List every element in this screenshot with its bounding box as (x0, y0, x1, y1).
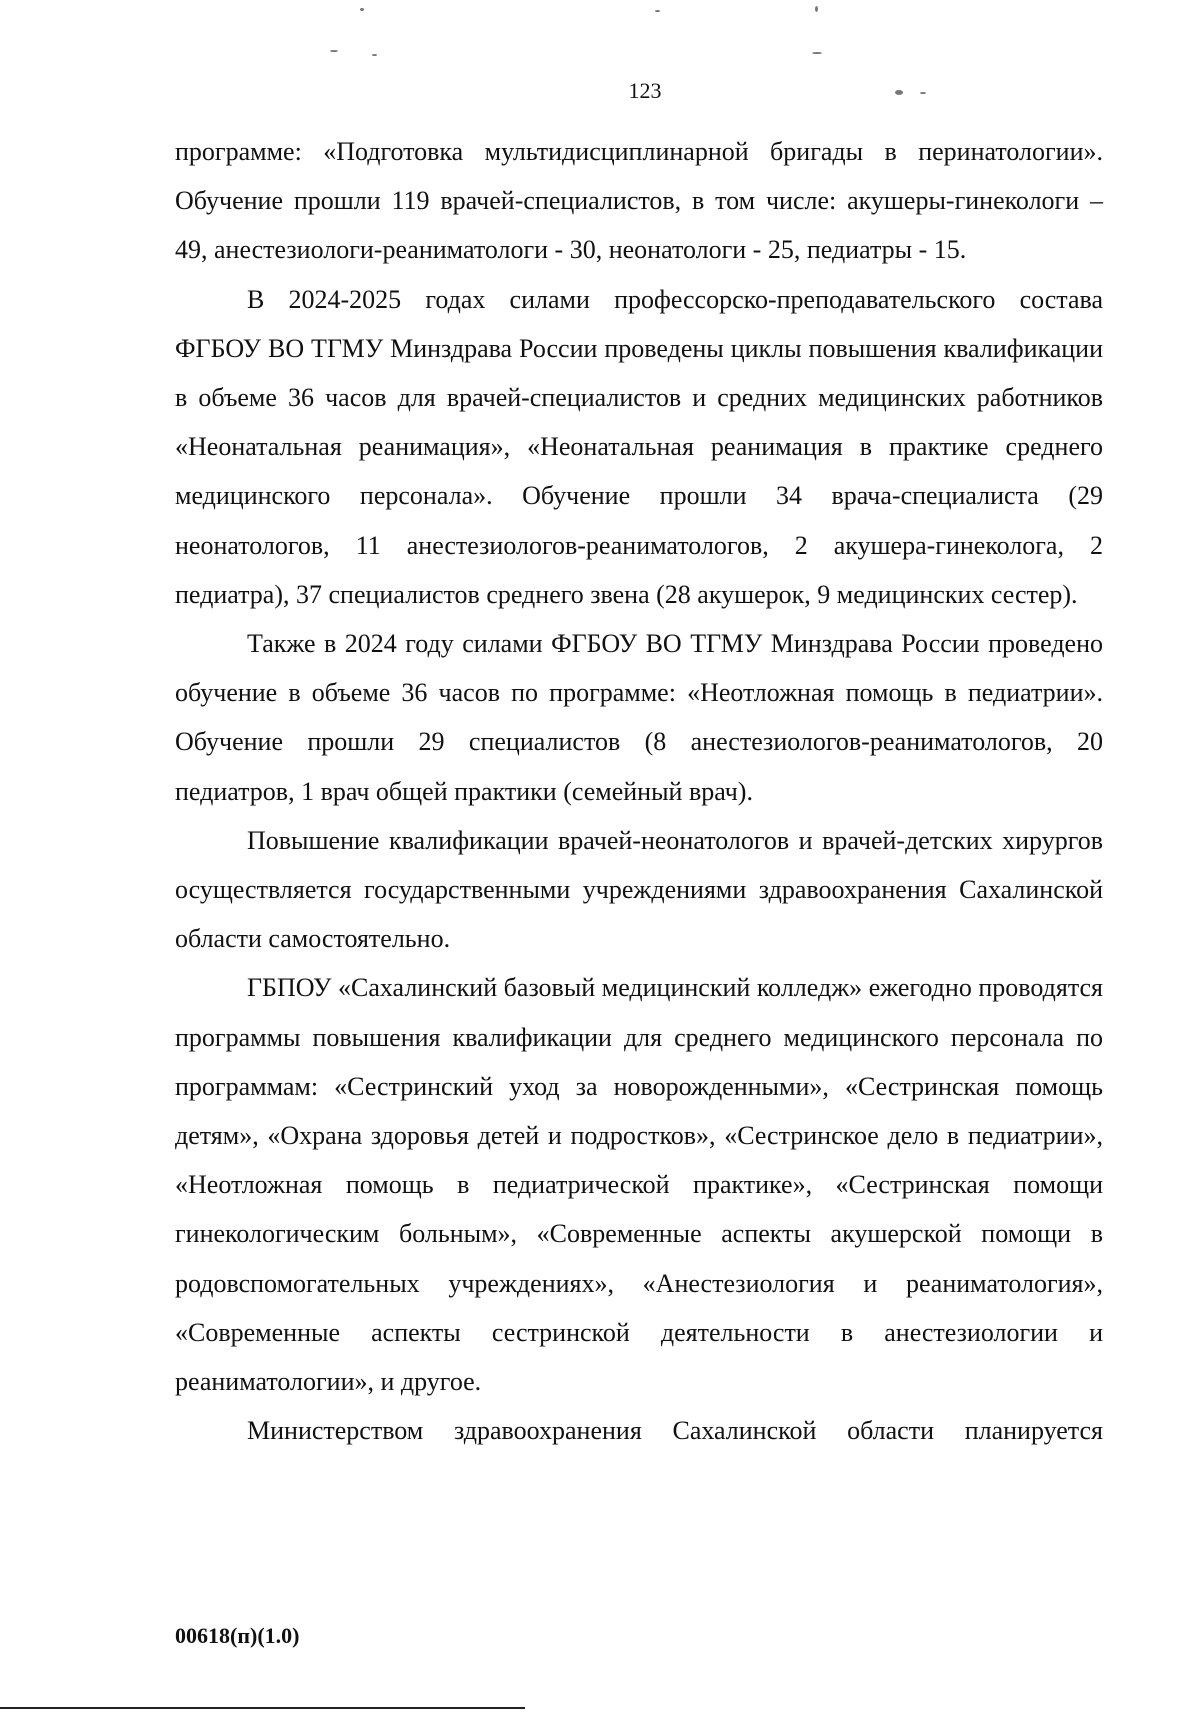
document-code: 00618(п)(1.0) (175, 1623, 300, 1648)
paragraph-6: Министерством здравоохранения Сахалинской области планируется (247, 1416, 1103, 1446)
scan-speck (360, 8, 364, 11)
body-text (175, 127, 1103, 1455)
paragraph-4: Повышение квалификации врачей-неонатологов и врачей-детских хирургов осуществляется государственными учреждениями здравоохранения Сахалинской области самостоятельно. (175, 825, 1103, 954)
paragraph-3: Также в 2024 году силами ФГБОУ ВО ТГМУ Минздрава России проведено обучение в объеме 36 часов по программе: «Неотложная помощь в педиатрии». Обучение прошли 29 специалистов (8 анестезиологов-реаниматологов, 20 педиатров, 1 врач общей практики (семейный врач). (175, 629, 1103, 806)
paragraph-2: В 2024-2025 годах силами профессорско-преподавательского состава ФГБОУ ВО ТГМУ Минздрава России проведены циклы повышения квалификации в объеме 36 часов для врачей-специалистов и средних медицинских работников «Неонатальная реанимация», «Неонатальная реанимация в практике среднего медицинского персонала». Обучение прошли 34 врача-специалиста (29 неонатологов, 11 анестезиологов-реаниматологов, 2 акушера-гинеколога, 2 педиатра), 37 специалистов среднего звена (28 акушерок, 9 медицинских сестер). (175, 284, 1103, 609)
scan-speck (372, 54, 377, 56)
bottom-divider (0, 1707, 525, 1709)
paragraph-1: программе: «Подготовка мультидисциплинарной бригады в перинатологии». Обучение прошли 119 врачей-специалистов, в том числе: акушеры-гинекологи – 49, анестезиологи-реаниматологи - 30, неонатологи - 25, педиатры - 15. (175, 137, 1103, 265)
scan-speck (330, 50, 338, 52)
scan-speck (655, 10, 660, 12)
page-number: 123 (628, 78, 662, 103)
scan-speck (812, 52, 822, 54)
paragraph-5: ГБПОУ «Сахалинский базовый медицинский колледж» ежегодно проводятся программы повышения квалификации для среднего медицинского персонала по программам: «Сестринский уход за новорожденными», «Сестринская помощь детям», «Охрана здоровья детей и подростков», «Сестринское дело в педиатрии», «Неотложная помощь в педиатрической практике», «Сестринская помощи гинекологическим больным», «Современные аспекты акушерской помощи в родовспомогательных учреждениях», «Анестезиология и реаниматология», «Современные аспекты сестринской деятельности в анестезиологии и реаниматологии», и другое. (175, 973, 1103, 1397)
scan-speck (815, 6, 818, 12)
